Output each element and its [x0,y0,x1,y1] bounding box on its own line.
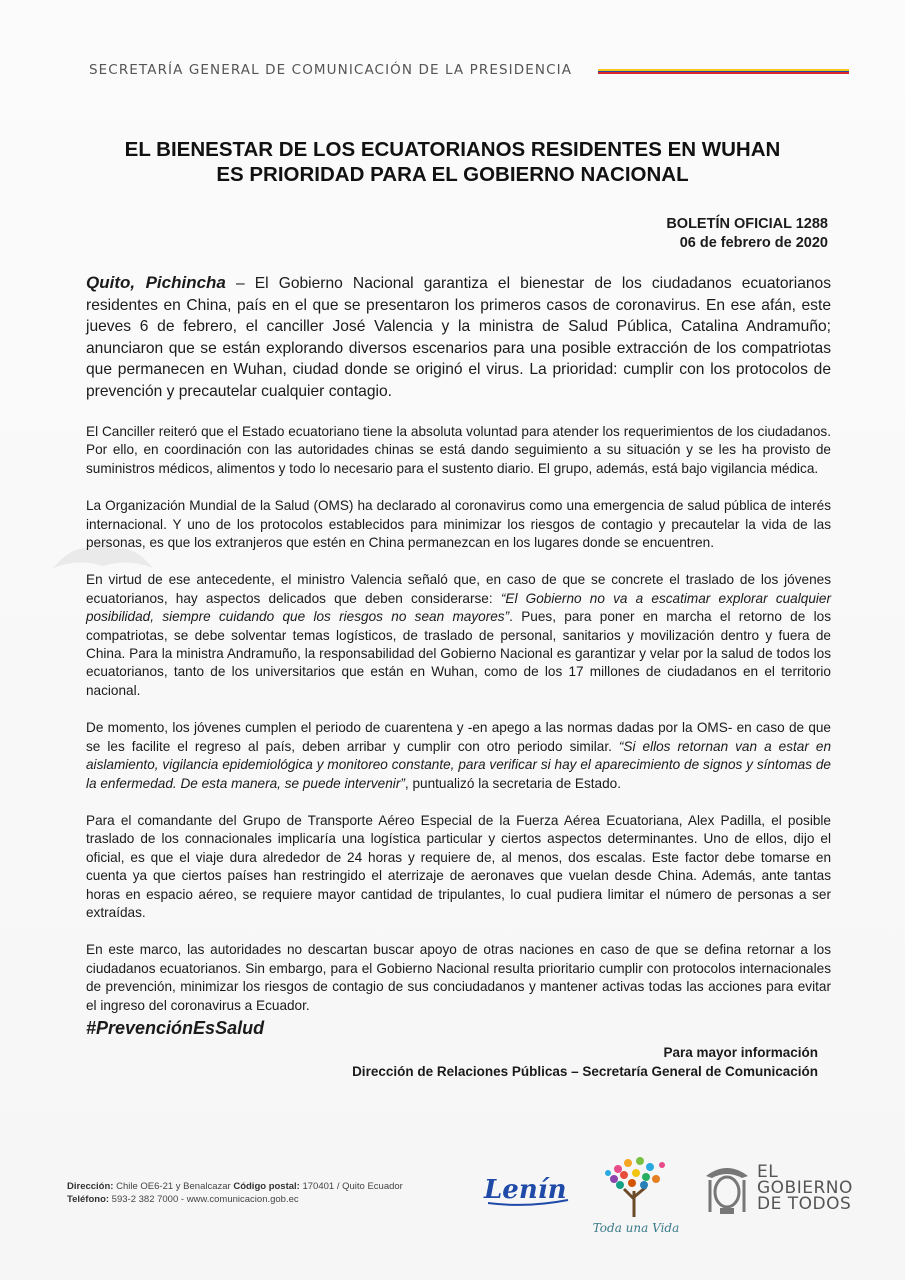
paragraph-1: El Canciller reiteró que el Estado ecuatoriano tiene la absoluta voluntad para atender los requerimientos de los ciudadanos. Por ello, en coordinación con las autoridades chinas se está dando seguimiento a su situación y se les ha provisto de suministros médicos, alimentos y todo lo necesario para el sustento diario. El grupo, además, está bajo vigilancia médica. [86,424,831,476]
gobierno-de-todos-text: EL GOBIERNO DE TODOS [757,1162,853,1214]
contact-line-2: Dirección de Relaciones Públicas – Secretaría General de Comunicación [352,1064,818,1079]
paragraph-3-part-a: En virtud de ese antecedente, el ministro Valencia señaló que, en caso de que se concrete el traslado de los jóvenes ecuatorianos, hay aspectos delicados que deben considerarse: [86,572,831,606]
paragraph-2: La Organización Mundial de la Salud (OMS) ha declarado al coronavirus como una emergencia de salud pública de interés internacional. Y uno de los protocolos establecidos para minimizar los riesgos de contagio y precautelar la vida de las personas, es que los extranjeros que estén en China permanezcan en los lugares donde se encuentren. [86,498,831,551]
title-line-1: EL BIENESTAR DE LOS ECUATORIANOS RESIDENTES EN WUHAN [124,138,781,161]
title-line-2: ES PRIORIDAD PARA EL GOBIERNO NACIONAL [216,163,689,186]
paragraph-3-quote: “El Gobierno no va a escatimar explorar cualquier posibilidad, siempre cuidando que los riesgos no sean mayores” [86,590,831,625]
bulletin-date: 06 de febrero de 2020 [679,235,828,251]
paragraph-4-part-b: , puntualizó la secretaria de Estado. [404,775,622,791]
contact-line-1: Para mayor información [663,1045,818,1060]
paragraph-3-part-b: . Pues, para poner en marcha el retorno de los compatriotas, se debe solventar temas logísticos, de traslado de personal, sanitarios y movilización dentro y fuera de China. Para la ministra Andramuño, la responsabilidad del Gobierno Nacional es garantizar y velar por la salud de todos los ecuatorianos, tanto de los universitarios que están en Wuhan, como de los 17 millones de ciudadanos en el territorio nacional. [86,609,831,698]
paragraph-4-quote: “Si ellos retornan van a estar en aislamiento, vigilancia epidemiológica y monitoreo constante, para verificar si hay el aparecimiento de signos y síntomas de la enfermedad. De esta manera, se puede intervenir” [86,738,832,791]
toda-una-vida-logo [588,1155,684,1235]
paragraph-4-part-a: De momento, los jóvenes cumplen el periodo de cuarentena y -en apego a las normas dadas por la OMS- en caso de que se les facilite el regreso al país, deben arribar y cumplir con otro periodo similar. [86,720,831,754]
lenin-logo-text: Lenín [484,1175,567,1205]
bulletin-number: BOLETÍN OFICIAL 1288 [666,216,828,232]
flag-red-stripe [598,72,849,74]
lead-place: Quito, Pichincha [86,273,226,292]
gobierno-de-todos-logo [702,1160,862,1220]
tree-of-life-icon [588,1155,684,1219]
footer-address [67,1180,403,1206]
tree-caption: Toda una Vida [592,1221,680,1235]
document-body [86,272,831,1034]
lenin-logo [482,1170,572,1210]
footer-address-line-1: Dirección: Chile OE6-21 y Benalcazar Código postal: 170401 / Quito Ecuador [67,1181,403,1192]
paragraph-6: En este marco, las autoridades no descartan buscar apoyo de otras naciones en caso de que se defina retornar a los ciudadanos ecuatorianos. Sin embargo, para el Gobierno Nacional resulta prioritario cumplir con protocolos internacionales de prevención, minimizar los riesgos de contagio de sus conciudadanos y mantener activas todas las acciones para evitar el ingreso del coronavirus a Ecuador. [86,942,831,1013]
hashtag: #PrevenciónEsSalud [86,1018,265,1038]
lead-text: – El Gobierno Nacional garantiza el bienestar de los ciudadanos ecuatorianos residentes en China, país en el que se presentaron los primeros casos de coronavirus. En ese afán, este jueves 6 de febrero, el canciller José Valencia y la ministra de Salud Pública, Catalina Andramuño; anunciaron que se están explorando diversos escenarios para una posible extracción de los compatriotas que permanecen en Wuhan, ciudad donde se originó el virus. La prioridad: cumplir con los protocolos de prevención y precautelar cualquier contagio. [86,275,832,400]
paragraph-3 [86,571,831,700]
lenin-logo-icon [482,1170,572,1210]
org-header: SECRETARÍA GENERAL DE COMUNICACIÓN DE LA PRESIDENCIA [89,62,573,78]
contact-info [352,1043,818,1081]
flag-color-bar [598,69,849,74]
paragraph-4 [86,719,831,793]
bulletin-info [666,215,828,253]
footer-address-line-2: Teléfono: 593-2 382 7000 - www.comunicacion.gob.ec [67,1194,299,1205]
lead-paragraph [86,272,831,402]
document-title [60,137,845,187]
ecuador-coat-of-arms-icon [702,1160,752,1216]
paragraph-5: Para el comandante del Grupo de Transporte Aéreo Especial de la Fuerza Aérea Ecuatoriana, Alex Padilla, el posible traslado de los connacionales implicaría una logística particular y ciertos aspectos determinantes. Uno de ellos, dijo el oficial, es que el viaje dura alrededor de 24 horas y requiere de, al menos, dos escalas. Este factor debe tomarse en cuenta ya que ciertos países han restringido el aterrizaje de aeronaves que vuelan desde China. Además, ante tantas horas en espacio aéreo, se requiere mayor cantidad de tripulantes, lo cual pudiera limitar el número de personas a ser extraídas. [86,812,831,920]
